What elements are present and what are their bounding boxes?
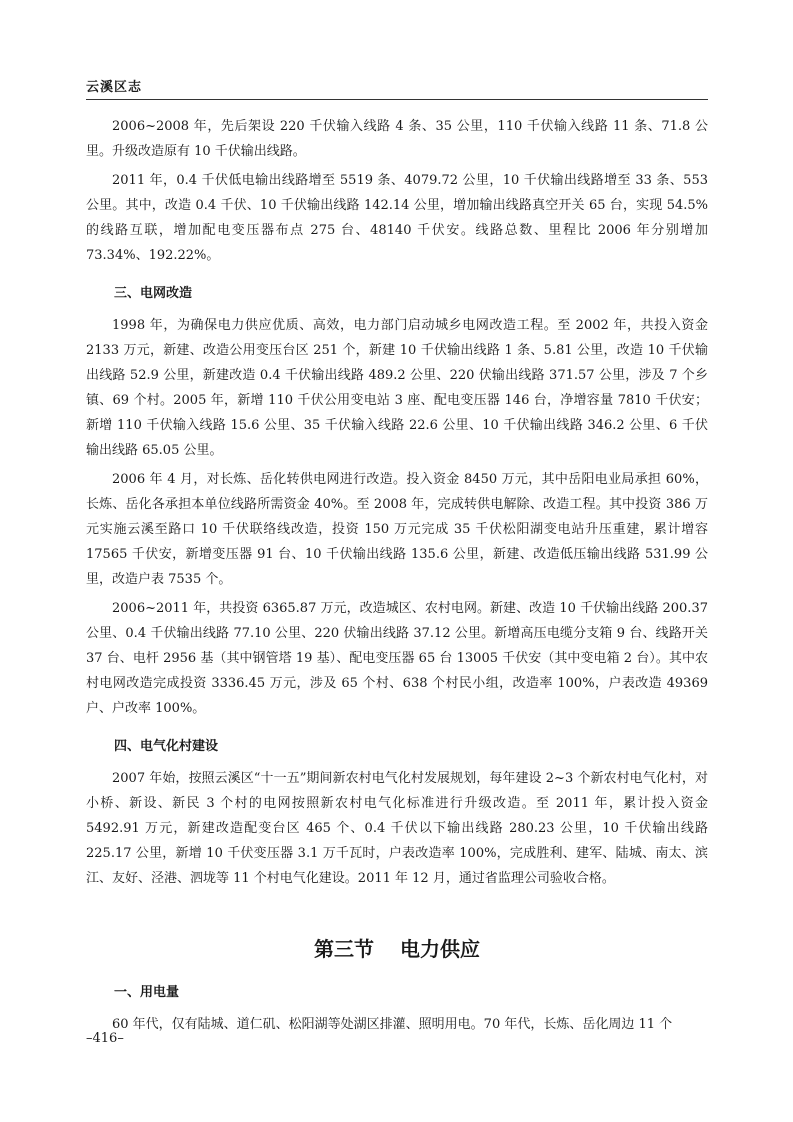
section-title [86, 935, 708, 963]
running-header: 云溪区志 [86, 80, 143, 95]
paragraph: 2006~2011 年，共投资 6365.87 万元，改造城区、农村电网。新建、改造 10 千伏输出线路 200.37 公里、0.4 千伏输出线路 77.10 公里、220 伏输出线路 37.12 公里。新增高压电缆分支箱 9 台、线路开关 37 台、电杆 2956 基（其中钢管塔 19 基）、配电变压器 65 台 13005 千伏安（其中变电箱 2 台）。其中农村电网改造完成投资 3336.45 万元，涉及 65 个村、638 个村民小组，改造率 100%，户表改造 49369 户、户改率 100%。 [86, 601, 708, 716]
subsection-heading: 四、电气化村建设 [114, 739, 219, 754]
subsection-heading: 一、用电量 [114, 985, 180, 1000]
header-rule [86, 99, 708, 100]
paragraph: 60 年代，仅有陆城、道仁矶、松阳湖等处湖区排灌、照明用电。70 年代，长炼、岳化周边 11 个 [112, 1017, 673, 1032]
paragraph: 2006 年 4 月，对长炼、岳化转供电网进行改造。投入资金 8450 万元，其中岳阳电业局承担 60%，长炼、岳化各承担本单位线路所需资金 40%。至 2008 年，完成转供电解除、改造工程。其中投资 386 万元实施云溪至路口 10 千伏联络线改造，投资 150 万元完成 35 千伏松阳湖变电站升压重建，累计增容 17565 千伏安，新增变压器 91 台、10 千伏输出线路 135.6 公里，新建、改造低压输出线路 531.99 公里，改造户表 7535 个。 [86, 472, 708, 587]
subsection-heading: 三、电网改造 [114, 286, 193, 301]
section-name: 电力供应 [400, 937, 480, 961]
paragraph: 1998 年，为确保电力供应优质、高效，电力部门启动城乡电网改造工程。至 2002 年，共投入资金 2133 万元，新建、改造公用变压台区 251 个，新建 10 千伏输出线路 1 条、5.81 公里，改造 10 千伏输出线路 52.9 公里，新建改造 0.4 千伏输出线路 489.2 公里、220 伏输出线路 371.57 公里，涉及 7 个乡镇、69 个村。2005 年，新增 110 千伏公用变电站 3 座、配电变压器 146 台，净增容量 7810 千伏安；新增 110 千伏输入线路 15.6 公里、35 千伏输入线路 22.6 公里、10 千伏输出线路 346.2 公里、6 千伏输出线路 65.05 公里。 [86, 318, 708, 458]
page-body [86, 114, 708, 1041]
paragraph: 2011 年，0.4 千伏低电输出线路增至 5519 条、4079.72 公里，10 千伏输出线路增至 33 条、553 公里。其中，改造 0.4 千伏、10 千伏输出线路 142.14 公里，增加输出线路真空开关 65 台，实现 54.5% 的线路互联，增加配电变压器布点 275 台、48140 千伏安。线路总数、里程比 2006 年分别增加 73.34%、192.22%。 [86, 173, 708, 263]
paragraph: 2007 年始，按照云溪区“十一五”期间新农村电气化村发展规划，每年建设 2~3 个新农村电气化村，对小桥、新设、新民 3 个村的电网按照新农村电气化标准进行升级改造。至 2011 年，累计投入资金 5492.91 万元，新建改造配变台区 465 个、0.4 千伏以下输出线路 280.23 公里，10 千伏输出线路 225.17 公里，新增 10 千伏变压器 3.1 万千瓦时，户表改造率 100%，完成胜利、建军、陆城、南太、滨江、友好、泾港、泗垅等 11 个村电气化建设。2011 年 12 月，通过省监理公司验收合格。 [86, 771, 708, 886]
section-number: 第三节 [314, 937, 374, 961]
paragraph: 2006~2008 年，先后架设 220 千伏输入线路 4 条、35 公里，110 千伏输入线路 11 条、71.8 公里。升级改造原有 10 千伏输出线路。 [86, 119, 708, 159]
page-number: –416– [86, 1031, 124, 1046]
